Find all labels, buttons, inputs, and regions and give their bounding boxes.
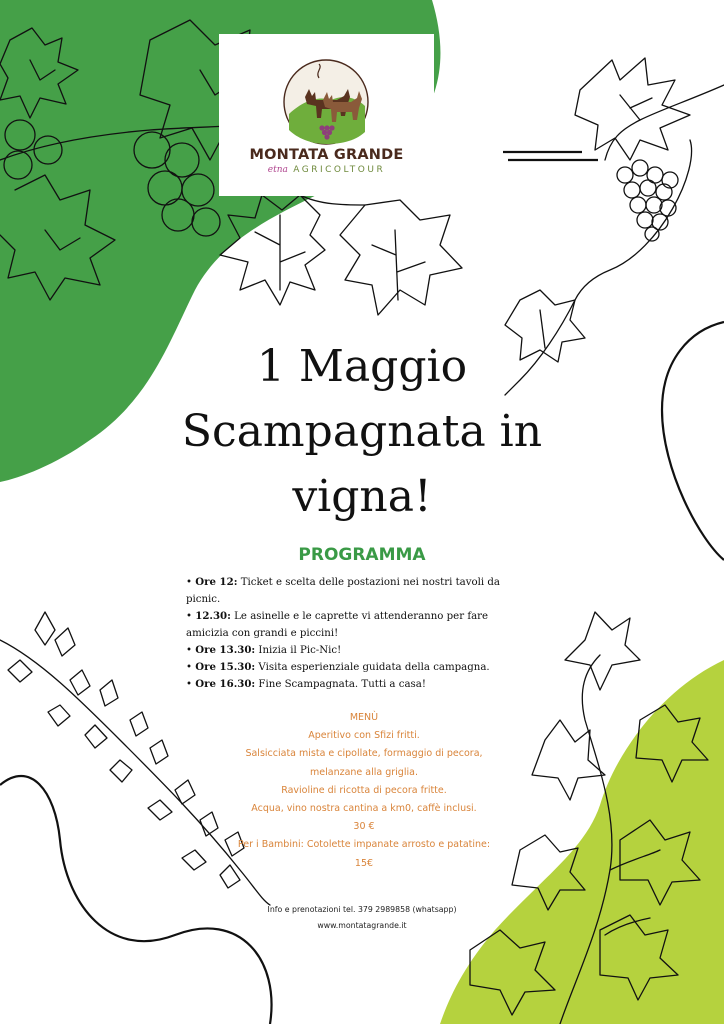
list-item: • Ore 15.30: Visita esperienziale guidata della campagna. [186,661,490,673]
programma-heading: PROGRAMMA [298,545,426,565]
event-title [0,334,724,529]
item-time: Ore 15.30: [195,661,256,673]
menu-line: Acqua, vino nostra cantina a km0, caffè inclusi. [251,803,477,815]
brand-sub-rest: AGRICOLTOUR [293,165,386,175]
contact-info [0,902,724,934]
brand-name: MONTATA GRANDE [249,147,404,163]
brand-subtitle [219,165,434,175]
title-line-2: Scampagnata in [181,406,543,457]
item-text: Fine Scampagnata. Tutti a casa! [255,679,426,690]
menu-line: Aperitivo con Sfizi fritti. [308,730,420,742]
list-item: • Ore 16.30: Fine Scampagnata. Tutti a casa! [186,678,426,690]
logo-emblem [219,34,434,146]
center-leaves [220,195,462,315]
menu-heading: MENÙ [349,712,379,723]
website-link[interactable]: www.montatagrande.it [317,921,407,930]
item-text: Le asinelle e le caprette vi attenderanno per fare amicizia con grandi e piccini! [186,611,489,639]
item-text: Ticket e scelta delle postazioni nei nostri tavoli da picnic. [186,577,500,605]
item-time: 12.30: [195,610,231,622]
item-time: Ore 16.30: [195,678,256,690]
logo-panel [219,34,434,196]
menu-price: 30 € [353,821,375,833]
menu-line: melanzane alla griglia. [310,766,418,778]
list-item: • Ore 12: Ticket e scelta delle postazioni nei nostri tavoli da picnic. [186,576,500,605]
title-line-1: 1 Maggio [256,341,468,392]
menu-line: Per i Bambini: Cotolette impanate arrosto e patatine: [237,839,491,851]
item-time: Ore 12: [195,576,238,588]
menu-section [228,709,500,873]
item-time: Ore 13.30: [195,644,256,656]
brand-sub-etna: etna [267,165,288,175]
contact-phone: Info e prenotazioni tel. 379 2989858 (whatsapp) [267,905,457,914]
menu-line: Ravioline di ricotta di pecora fritte. [281,784,447,796]
list-item: • Ore 13.30: Inizia il Pic-Nic! [186,644,342,656]
item-text: Inizia il Pic-Nic! [255,645,342,656]
menu-price: 15€ [354,857,374,869]
programma-list [186,574,531,693]
list-item: • 12.30: Le asinelle e le caprette vi attenderanno per fare amicizia con grandi e piccini! [186,610,489,639]
title-line-3: vigna! [292,471,432,522]
menu-line: Salsicciata mista e cipollate, formaggio di pecora, [245,748,483,760]
item-text: Visita esperienziale guidata della campagna. [255,662,490,673]
